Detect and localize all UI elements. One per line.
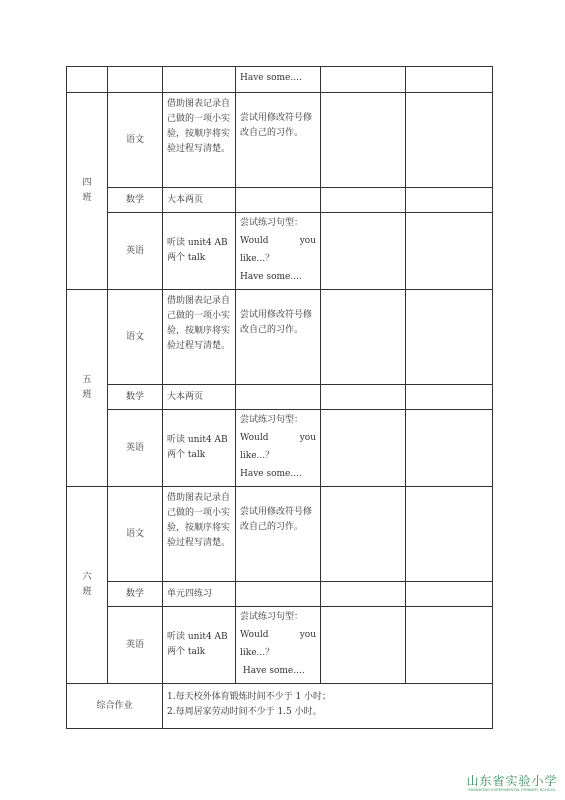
english-extra-tail: [236, 67, 321, 93]
task-text: 借助图表记录自己做的一项小实验，按顺序将实验过程写清楚。: [167, 296, 231, 351]
summary-line: 2.每周居家劳动时间不少于 1.5 小时。: [167, 707, 322, 717]
task-text: 大本两页: [167, 194, 204, 205]
table-row: [67, 290, 493, 385]
table-cell: [236, 582, 321, 607]
summary-body-cell: [163, 684, 493, 729]
extra-line: like...？: [240, 648, 275, 658]
summary-line: 1.每天校外体育锻炼时间不少于 1 小时；: [167, 692, 332, 702]
subject-cell: [108, 582, 163, 607]
school-logo-cn: 山东省实验小学: [466, 774, 558, 788]
task-cell: [163, 582, 236, 607]
extra-text: 尝试用修改符号修改自己的习作。: [240, 310, 313, 335]
subject-cell: [108, 213, 163, 290]
subject-label: 英语: [125, 442, 144, 453]
class-name-cell: [67, 290, 108, 487]
extra-word: Would: [240, 236, 269, 246]
task-cell: [163, 410, 236, 487]
extra-text: 尝试用修改符号修改自己的习作。: [240, 113, 313, 138]
subject-label: 数学: [125, 588, 144, 599]
table-cell: [406, 487, 493, 582]
table-row: [67, 582, 493, 607]
homework-table: [66, 66, 493, 729]
table-row: [67, 93, 493, 188]
extra-word: you: [299, 630, 316, 640]
table-cell: [406, 188, 493, 213]
subject-cell: [108, 188, 163, 213]
table-cell: [406, 410, 493, 487]
extra-line: Have some....: [240, 469, 302, 479]
table-cell: [321, 213, 406, 290]
subject-label: 英语: [125, 245, 144, 256]
table-cell: [321, 487, 406, 582]
table-cell: [321, 188, 406, 213]
table-cell: [321, 385, 406, 410]
extra-word: Would: [240, 433, 269, 443]
subject-label: 数学: [125, 194, 144, 205]
subject-label: 语文: [125, 528, 144, 539]
extra-cell: [236, 213, 321, 290]
table-cell: [406, 93, 493, 188]
extra-line: 尝试练习句型：: [240, 218, 304, 228]
subject-cell: [108, 93, 163, 188]
table-cell: [321, 582, 406, 607]
extra-text: 尝试用修改符号修改自己的习作。: [240, 507, 313, 532]
task-cell: [163, 487, 236, 582]
extra-cell: [236, 290, 321, 385]
table-cell: [406, 290, 493, 385]
table-cell: [67, 67, 108, 93]
extra-word: Would: [240, 630, 269, 640]
extra-line: 尝试练习句型：: [240, 415, 304, 425]
extra-line: Have some....: [240, 666, 305, 676]
task-cell: [163, 385, 236, 410]
extra-line: Have some....: [240, 272, 302, 282]
subject-label: 语文: [125, 134, 144, 145]
table-cell: [321, 93, 406, 188]
extra-line: 尝试练习句型：: [240, 612, 304, 622]
task-cell: [163, 213, 236, 290]
school-logo: [466, 774, 558, 793]
task-text: 听读 unit4 AB 两个 talk: [167, 632, 228, 657]
task-text: 借助图表记录自己做的一项小实验，按顺序将实验过程写清楚。: [167, 493, 231, 548]
extra-cell: [236, 93, 321, 188]
table-row: [67, 213, 493, 290]
extra-cell: [236, 487, 321, 582]
table-row: [67, 607, 493, 684]
extra-word: you: [299, 236, 316, 246]
table-cell: [321, 410, 406, 487]
task-cell: [163, 93, 236, 188]
extra-line: like...？: [240, 254, 275, 264]
english-extra-tail-text: Have some....: [240, 73, 302, 83]
class-name-cell: [67, 487, 108, 684]
class-name: 五 班: [82, 375, 92, 400]
task-text: 单元四练习: [167, 588, 213, 599]
table-row: [67, 487, 493, 582]
table-row: [67, 67, 493, 93]
table-row: [67, 188, 493, 213]
task-cell: [163, 188, 236, 213]
task-cell: [163, 607, 236, 684]
task-text: 听读 unit4 AB 两个 talk: [167, 238, 228, 263]
table-cell: [236, 385, 321, 410]
table-cell: [321, 67, 406, 93]
table-cell: [406, 607, 493, 684]
class-name: 六 班: [82, 572, 92, 597]
subject-cell: [108, 607, 163, 684]
table-cell: [406, 67, 493, 93]
task-text: 听读 unit4 AB 两个 talk: [167, 435, 228, 460]
task-text: 借助图表记录自己做的一项小实验，按顺序将实验过程写清楚。: [167, 99, 231, 154]
subject-cell: [108, 290, 163, 385]
subject-cell: [108, 410, 163, 487]
table-cell: [108, 67, 163, 93]
table-cell: [321, 290, 406, 385]
extra-cell: [236, 607, 321, 684]
subject-label: 英语: [125, 639, 144, 650]
table-cell: [406, 213, 493, 290]
subject-label: 语文: [125, 331, 144, 342]
table-row: [67, 410, 493, 487]
class-name-cell: [67, 93, 108, 290]
extra-word: you: [299, 433, 316, 443]
extra-line: [240, 626, 316, 644]
subject-cell: [108, 487, 163, 582]
extra-cell: [236, 410, 321, 487]
task-cell: [163, 290, 236, 385]
table-cell: [406, 582, 493, 607]
table-cell: [236, 188, 321, 213]
table-row: [67, 684, 493, 729]
table-row: [67, 385, 493, 410]
table-cell: [321, 607, 406, 684]
extra-line: [240, 232, 316, 250]
subject-cell: [108, 385, 163, 410]
task-text: 大本两页: [167, 391, 204, 402]
table-cell: [163, 67, 236, 93]
extra-line: [240, 429, 316, 447]
summary-label: 综合作业: [96, 700, 133, 711]
summary-label-cell: [67, 684, 163, 729]
table-cell: [406, 385, 493, 410]
class-name: 四 班: [82, 178, 92, 203]
subject-label: 数学: [125, 391, 144, 402]
extra-line: like...？: [240, 451, 275, 461]
school-logo-en: SHANDONG EXPERIMENTAL PRIMARY SCHOOL: [468, 788, 556, 792]
